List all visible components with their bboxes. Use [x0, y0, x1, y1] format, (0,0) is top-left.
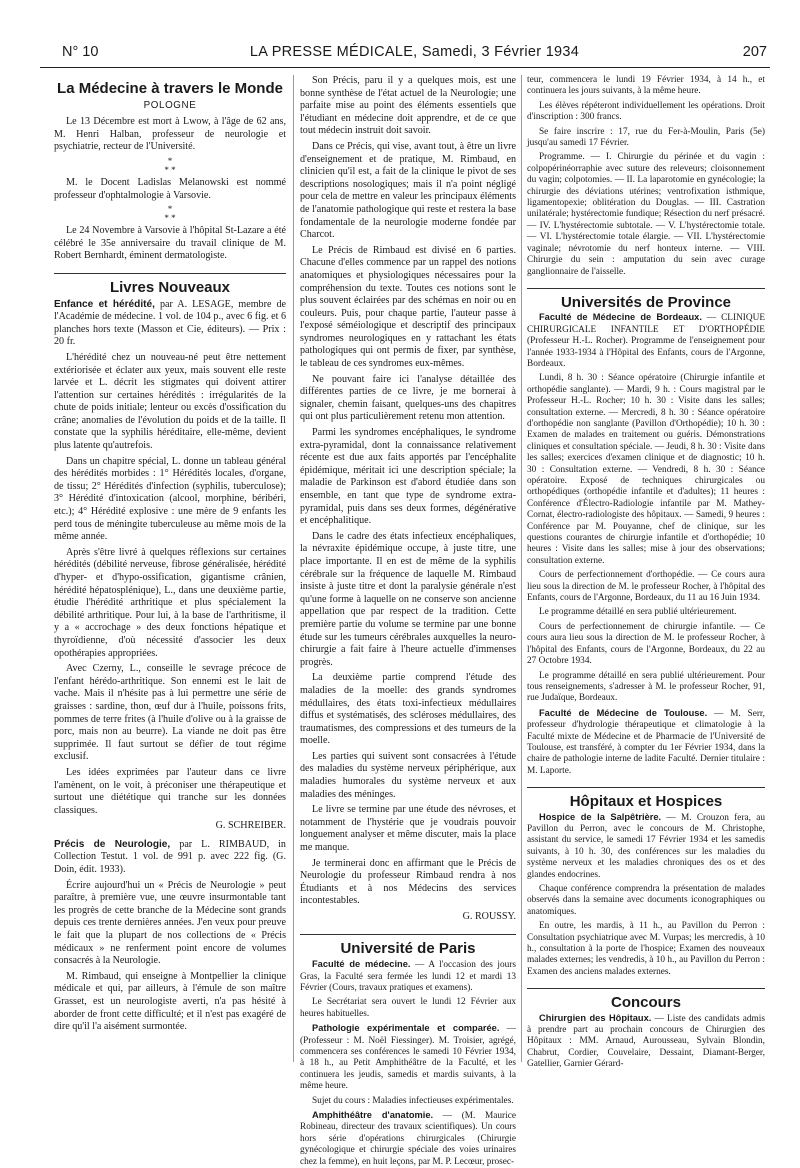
announcement: Faculté de Médecine de Bordeaux. — CLINIQUE CHIRURGICALE INFANTILE ET D'ORTHOPÉDIE (Professeur H.-L. Rocher). Programme de l'enseignement pour l'année 1933-1934 à l'Hôpital des Enfants, cours de l'Argonne, Bordeaux. [527, 312, 765, 369]
review-paragraph: L'hérédité chez un nouveau-né peut être nettement extériorisée et éclater aux yeux, mais souvent elle reste larvée et L. décrit les stigmates qui doivent attirer l'attention sur certaines hérédités : irrégularités de la chute de poids initiale; lenteur ou excès d'ossification du crâne; anomalies de l'évolution du poids et de la taille. Il constate que la syphilis héréditaire, elle-même, devient plus latente qu'autrefois. [54, 351, 286, 452]
section-title-hopitaux: Hôpitaux et Hospices [569, 793, 723, 811]
asterism: * * * [164, 204, 176, 224]
announcement: Pathologie expérimentale et comparée. — (Professeur : M. Noël Fiessinger). M. Troisier, agrégé, commencera ses conférences le samedi 10 Février 1934, à 18 h., au Petit Amphithéâtre de la Faculté, et les continuera les jeudis, samedis et mardis suivants, à la même heure. [300, 1023, 516, 1092]
announcement-lead: Hospice de la Salpêtrière. [539, 811, 662, 822]
review-paragraph: M. Rimbaud, qui enseigne à Montpellier la clinique médicale et qui, par ailleurs, à l'émule de son maître Grasset, est un neurologiste averti, n'a pas hésité à aborder de front cette difficulté; et il n'est pas exagéré de dire qu'il l'a aisément surmontée. [54, 970, 286, 1033]
announcement-text: Le Secrétariat sera ouvert le lundi 12 Février aux heures habituelles. [300, 997, 516, 1019]
column-divider [521, 75, 522, 1062]
announcement-lead: Pathologie expérimentale et comparée. [312, 1023, 500, 1034]
review-paragraph: Dans le cadre des états infectieux encéphaliques, la névraxite épidémique occupe, à juste titre, une place importante. Il en est de même de la syphilis cérébrale sur la fréquence de laquelle M. Rimbaud insiste à juste titre et dont la paralysie générale n'est qu'une forme à laquelle on ne conserve son ancienne appellation que par respect de la tradition. Cette première partie du volume se termine par une bonne étude sur les tumeurs cérébrales auxquelles la neuro-chirurgie a fait faire à l'heure actuelle d'immenses progrès. [300, 530, 516, 668]
page-number: 207 [742, 44, 767, 60]
review-paragraph: Avec Czerny, L., conseille le sevrage précoce de l'enfant hérédo-arthritique. Son ennemi est le lait de vache. Mais il n'hésite pas à lui permettre une série de graisses : sardine, thon, œuf dur à l'huile, poissons frits, pommes de terre frites (à l'huile d'olive ou à la graisse de porc, mais non au beurre). La viande ne doit pas être supprimée. Il faut surtout se défier de tout régime exclusif. [54, 663, 286, 763]
book-reference: par A. LESAGE, membre de l'Académie de médecine. 1 vol. de 104 p., avec 6 fig. et 6 planches hors texte (Masson et Cie, éditeurs). — Prix : 20 fr. [54, 298, 286, 348]
review-paragraph: Après s'être livré à quelques réflexions sur certaines hérédités (débilité nerveuse, fibrose généralisée, hérédité d'hyper- et d'hypo-ossification, gigantisme crânien, hérédité hépatosplénique), L., dans une deuxième partie, étudie l'hérédité arthritique et plus spécialement la débilité arthritique. Pour lui, à la base de l'arthritisme, il y a « accrochage » des deux fonctions hépatique et thyroïdienne, d'où nécessité d'associer les deux opothérapies appropriées. [54, 546, 286, 659]
review-paragraph: Je terminerai donc en affirmant que le Précis de Neurologie du professeur Rimbaud rendra à nos Étudiants et à nos Médecins des services incontestables. [300, 857, 516, 907]
review-paragraph: Le Précis de Rimbaud est divisé en 6 parties. Chacune d'elles commence par un rappel des notions anatomiques et physiologiques nécessaires pour la compréhension du texte. Toutes ces notions sont le plus souvent éclairées par des schémas en noir ou en couleurs. Puis, pour chaque partie, l'auteur passe à l'exposé séméiologique et descriptif des principaux syndromes neurologiques en y rattachant les états pathologiques qui ont permis de fixer, par synthèse, le tableau de ces syndromes eux-mêmes. [300, 244, 516, 370]
announcement: Amphithéâtre d'anatomie. — (M. Maurice Robineau, directeur des travaux scientifiques). Un cours hors série d'opérations chirurgicales (Chirurgie gynécologique et chirurgie spéciale des voies urinaires chez la femme), en huit leçons, par M. P. Lecœur, prosec- [300, 1110, 516, 1167]
issue-number: N° 10 [62, 44, 99, 60]
announcement-text: En outre, les mardis, à 11 h., au Pavillon du Perron : Consultation psychiatrique avec M. Vurpas; les mercredis, à 10 h., consultation à la porte de l'hospice; Examen des nouveaux malades externes; les vendredis, à 10 h., au Pavillon du Perron : Examen des anciens malades externes. [527, 921, 765, 977]
column-1 [54, 75, 286, 1082]
announcement-lead: Chirurgien des Hôpitaux. [539, 1012, 652, 1023]
announcement-lead: Faculté de médecine. [312, 959, 411, 970]
section-rule [54, 273, 286, 274]
review-paragraph: Ne pouvant faire ici l'analyse détaillée des différentes parties de ce livre, je me bornerai à signaler, chemin faisant, quelques-uns des chapitres qui ont plus particulièrement retenu mon attention. [300, 373, 516, 423]
announcement: Chirurgien des Hôpitaux. — Liste des candidats admis à prendre part au prochain concours de Chirurgien des Hôpitaux : MM. Arnaud, Aurousseau, Sylvain Blondin, Chabrut, Cordier, Couvelaire, Dessaint, Diamant-Berger, Gatellier, Garnier Gérard- [527, 1012, 765, 1070]
book-title: Précis de Neurologie, [54, 838, 171, 850]
announcement-text: Se faire inscrire : 17, rue du Fer-à-Moulin, Paris (5e) jusqu'au samedi 17 Février. [527, 126, 765, 149]
section-title-concours: Concours [610, 994, 681, 1012]
review-paragraph: Dans un chapitre spécial, L. donne un tableau général des hérédités morbides : 1° Hérédités locales, d'organe, de tissu; 2° Hérédités d'infection (syphilis, tuberculose); 3° Hérédité d'intoxication (alcool, morphine, béribéri, etc.); 4° Hérédité explosive : une mère de 9 enfants les perd tous de méningite tuberculeuse au même mois de la même année. [54, 455, 286, 543]
section-rule [300, 934, 516, 935]
section-rule [527, 988, 765, 989]
review-paragraph: Le livre se termine par une étude des névroses, et notamment de l'hystérie que je voudrais pouvoir longuement analyser et même discuter, mais la place me manque. [300, 804, 516, 854]
section-title-paris: Université de Paris [340, 939, 476, 957]
review-paragraph: Parmi les syndromes encéphaliques, le syndrome extra-pyramidal, dont la connaissance relativement récente est due aux faits apportés par l'encéphalite épidémique, méritait ici une description spéciale; la maladie de Parkinson est d'abord étudiée dans son ensemble, en tant que type de syndrome extra-pyramidal, puis dans ses deux formes, dégénérative et encéphalitique. [300, 427, 516, 527]
journal-title: LA PRESSE MÉDICALE, Samedi, 3 Février 1934 [249, 44, 580, 60]
announcement-text: Programme. — I. Chirurgie du périnée et du vagin : colpopérinéorraphie avec suture des releveurs; cloisonnement du vagin; colpotomies. — II. La laparotomie en gynécologie; la chirurgie des déviations utérines; ventrofixation isthmique, ligamentopexie; oblitération du Douglas. — III. Castration unilatérale; hystérectomie fundique; Résection du nerf présacré. — IV. L'hystérectomie subtotale. — V. L'hystérectomie totale. — VI. L'hystérectomie totale élargie. — VII. L'hystérectomie vaginale; névrotomie du nerf honteux interne. — VIII. Chirurgie du sein : amputation du sein avec curage ganglionnaire de l'aisselle. [527, 152, 765, 277]
book-entry-header [54, 839, 286, 877]
review-paragraph: La deuxième partie comprend l'étude des maladies de la moelle: des grands syndromes médullaires, des états toxi-infectieux médullaires diffus et systématisés, des scléroses médullaires, des traumatismes, des compressions et des tumeurs de la moelle. [300, 672, 516, 747]
section-title-livres: Livres Nouveaux [109, 278, 231, 296]
announcement: Hospice de la Salpêtrière. — M. Crouzon fera, au Pavillon du Perron, avec le concours de M. Christophe, assistant du service, le samedi 17 Février 1934 et les samedis suivants, à 10 h. 30, des conférences sur les maladies du système nerveux et les maladies chroniques des os et des glandes endocrines. [527, 811, 765, 880]
review-paragraph: Écrire aujourd'hui un « Précis de Neurologie » peut paraître, à première vue, une œuvre insurmontable tant les progrès de cette branche de la Médecine sont grands depuis ces trente dernières années. J'en veux pour preuve le fait que la plupart de nos collections de « Précis médicaux » ne renferment point encore de volumes consacrés à la Neurologie. [54, 879, 286, 967]
announcement: Faculté de médecine. — A l'occasion des jours Gras, la Faculté sera fermée les lundi 12 et mardi 13 Février (Cours, travaux pratiques et examens). [300, 959, 516, 993]
announcement-lead: Faculté de Médecine de Toulouse. [539, 707, 708, 718]
review-signature: G. ROUSSY. [462, 911, 516, 922]
announcement-text: Le programme détaillé en sera publié ultérieurement. Pour tous renseignements, s'adresser à M. le professeur Rocher, 91, rue Judaïque, Bordeaux. [527, 670, 765, 704]
header-rule [40, 67, 770, 68]
announcement-text: Le programme détaillé en sera publié ultérieurement. [539, 607, 737, 618]
book-title: Enfance et hérédité, [54, 298, 155, 310]
country-heading: POLOGNE [143, 99, 197, 111]
announcement-text: Lundi, 8 h. 30 : Séance opératoire (Chirurgie infantile et orthopédie sanglante). — Mardi, 9 h. : Cours magistral par le Professeur H.-L. Rocher; 10 h. 30 : Visite dans les salles; consultation externe. — Mercredi, 8 h. 30 : Séance opératoire d'orthopédie non sanglante (Pavillon d'Orthopédie); 10 h. 30 : Examen de malades en traitement ou guéris. Démonstrations cliniques et consultation spéciale. — Jeudi, 8 h. 30 : Visite dans les salles; exercices d'examen clinique et de diagnostic; 10 h. 30 : Consultation externe. — Vendredi, 8 h. 30 : Séance opératoire. Exposé de techniques chirurgicales ou orthopédiques (orthopédie infantile et d'adultes); 11 heures : Conférence d'Électro-Radiologie infantile par M. Mathey-Cornat, électro-radiologiste des hôpitaux. — Samedi, 9 heures : Conférence par M. Pouyanne, chef de clinique, sur les questions courantes de chirurgie infantile et d'orthopédie; 10 heures : Visite dans les salles; mise à jour des observations; consultation externe. [527, 373, 765, 566]
review-paragraph: Les parties qui suivent sont consacrées à l'étude des maladies du système nerveux périphérique, aux maladies humorales du système nerveux et aux maladies des méninges. [300, 750, 516, 800]
asterism: * * * [164, 155, 176, 175]
announcement-text: Sujet du cours : Maladies infectieuses expérimentales. [312, 1095, 514, 1106]
news-item: Le 24 Novembre à Varsovie à l'hôpital St-Lazare a été célébré le 35e anniversaire du travail clinique de M. Robert Bernhardt, éminent dermatologiste. [54, 225, 286, 262]
page-header [62, 44, 767, 66]
review-paragraph: Les idées exprimées par l'auteur dans ce livre l'amènent, on le voit, à préconiser une thérapeutique et surtout une diététique qui tranche sur les données classiques. [54, 766, 286, 816]
announcement-lead: Faculté de Médecine de Bordeaux. [539, 312, 702, 323]
announcement: Faculté de Médecine de Toulouse. — M. Serr, professeur d'hydrologie thérapeutique et climatologie à la Faculté mixte de Médecine et de Pharmacie de l'Université de Toulouse, est transféré, à compter du 1er Février 1934, dans la chaire de pathologie interne de ladite Faculté. Dernier titulaire : M. Laporte. [527, 707, 765, 776]
announcement-text: Les élèves répéteront individuellement les opérations. Droit d'inscription : 300 francs. [527, 100, 765, 123]
announcement-text: teur, commencera le lundi 19 Février 1934, à 14 h., et continuera les jours suivants, à la même heure. [527, 75, 765, 97]
review-signature: G. SCHREIBER. [215, 820, 286, 832]
section-title-province: Universités de Province [560, 293, 732, 311]
book-reference: par L. RIMBAUD, in Collection Testut. 1 vol. de 991 p. avec 222 fig. (G. Doin, édit. 1933). [54, 838, 286, 876]
review-paragraph: Son Précis, paru il y a quelques mois, est une bonne synthèse de l'état actuel de la Neurologie; une parfaite mise au point des éléments essentiels que l'étudiant en médecine doit apprendre, et de ce que tout médecin instruit doit savoir. [300, 75, 516, 137]
section-title-medecine: La Médecine à travers le Monde [57, 80, 283, 97]
column-2 [300, 75, 516, 1167]
book-entry-header [54, 299, 286, 349]
section-rule [527, 288, 765, 289]
announcement-text: Chaque conférence comprendra la présentation de malades observés dans la semaine avec documents iconographiques ou anatomiques. [527, 884, 765, 917]
section-rule [527, 787, 765, 788]
column-3 [527, 75, 765, 1082]
announcement-lead: Amphithéâtre d'anatomie. [312, 1110, 434, 1121]
column-divider [293, 75, 294, 1062]
announcement-text: Cours de perfectionnement d'orthopédie. — Ce cours aura lieu sous la direction de M. le professeur Rocher, à l'hôpital des Enfants, cours de l'Argonne, Bordeaux, du 11 au 16 Juin 1934. [527, 570, 765, 604]
news-item: Le 13 Décembre est mort à Lwow, à l'âge de 62 ans, M. Henri Halban, professeur de neurologie et psychiatrie, recteur de l'Université. [54, 116, 286, 153]
announcement-text: Cours de perfectionnement de chirurgie infantile. — Ce cours aura lieu sous la direction de M. le professeur Rocher, à l'hôpital des Enfants, cours de l'Argonne, Bordeaux, du 22 au 27 Octobre 1934. [527, 621, 765, 667]
news-item: M. le Docent Ladislas Melanowski est nommé professeur d'ophtalmologie à Varsovie. [54, 176, 286, 201]
review-paragraph: Dans ce Précis, qui vise, avant tout, à être un livre d'enseignement et de pratique, M. Rimbaud, en clinicien qu'il est, a fait de la clinique le pivot de ses descriptions nosologiques; mais il n'a point négligé pour cela de mettre en valeur les principaux éléments de l'anatomie pathologique qui reste et restera la base fondamentale de la neurologie moderne fondée par Charcot. [300, 140, 516, 241]
